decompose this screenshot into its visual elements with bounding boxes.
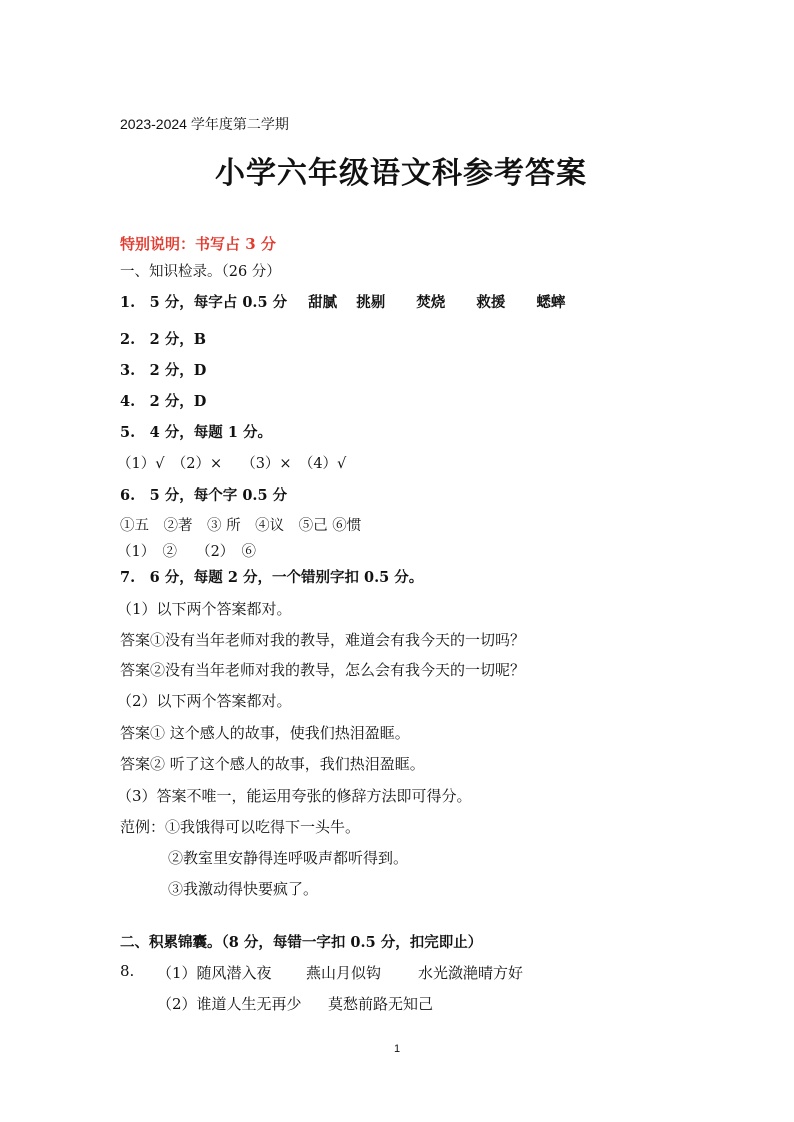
q1-word: 焚烧: [416, 294, 446, 311]
q7-example-3: ③我激动得快要疯了。: [168, 880, 319, 898]
q7-part1: （1）以下两个答案都对。: [117, 600, 292, 618]
q1-line: [120, 291, 565, 312]
page-number: 1: [393, 1043, 401, 1055]
q6-answers-line2: （1） ② （2） ⑥: [117, 544, 257, 560]
q8-poem-line: （1）随风潜入夜: [157, 964, 272, 982]
q7-example-1: 范例：①我饿得可以吃得下一头牛。: [120, 818, 361, 836]
q7-example-2: ②教室里安静得连呼吸声都听得到。: [168, 849, 409, 867]
q8-number: 8.: [120, 962, 135, 980]
q2-line: 2. 2 分，B: [120, 331, 207, 348]
q1-word: 甜腻: [308, 294, 338, 311]
q5-label: 5. 4 分，每题 1 分。: [120, 424, 272, 441]
q6-answers-line1: ①五 ②著 ③ 所 ④议 ⑤己 ⑥惯: [120, 518, 362, 534]
q5-answers: （1）√ （2）× （3）× （4）√: [117, 456, 347, 472]
q8-poem-line: 水光潋滟晴方好: [418, 964, 524, 982]
q1-word: 救援: [476, 294, 506, 311]
q6-label: 6. 5 分，每个字 0.5 分: [120, 487, 288, 504]
special-note: 特别说明：书写占 3 分: [120, 235, 276, 253]
q1-word: 挑剔: [356, 294, 386, 311]
q3-line: 3. 2 分，D: [120, 362, 207, 379]
q7-part3: （3）答案不唯一，能运用夸张的修辞方法即可得分。: [117, 787, 472, 805]
q7-answer-b2: 答案② 听了这个感人的故事，我们热泪盈眶。: [120, 755, 425, 773]
q7-label: 7. 6 分，每题 2 分，一个错别字扣 0.5 分。: [120, 569, 424, 586]
q8-poem-line: （2）谁道人生无再少: [157, 995, 302, 1013]
q7-part2: （2）以下两个答案都对。: [117, 692, 292, 710]
q1-label: 1. 5 分，每字占 0.5 分: [120, 294, 288, 311]
term-label: 2023-2024 学年度第二学期: [120, 116, 289, 132]
q4-line: 4. 2 分，D: [120, 393, 207, 410]
q8-poem-line: 燕山月似钩: [306, 964, 382, 982]
section2-heading: 二、积累锦囊。（8 分，每错一字扣 0.5 分，扣完即止）: [120, 934, 483, 951]
q7-answer-b1: 答案① 这个感人的故事，使我们热泪盈眶。: [120, 724, 410, 742]
q8-poem-line: 莫愁前路无知己: [328, 995, 434, 1013]
document-title: 小学六年级语文科参考答案: [215, 156, 587, 191]
q1-word: 蟋蟀: [536, 294, 566, 311]
section1-heading: 一、知识检录。（26 分）: [120, 264, 281, 280]
q7-answer-a2: 答案②没有当年老师对我的教导，怎么会有我今天的一切呢？: [120, 661, 526, 679]
q7-answer-a1: 答案①没有当年老师对我的教导，难道会有我今天的一切吗？: [120, 631, 526, 649]
